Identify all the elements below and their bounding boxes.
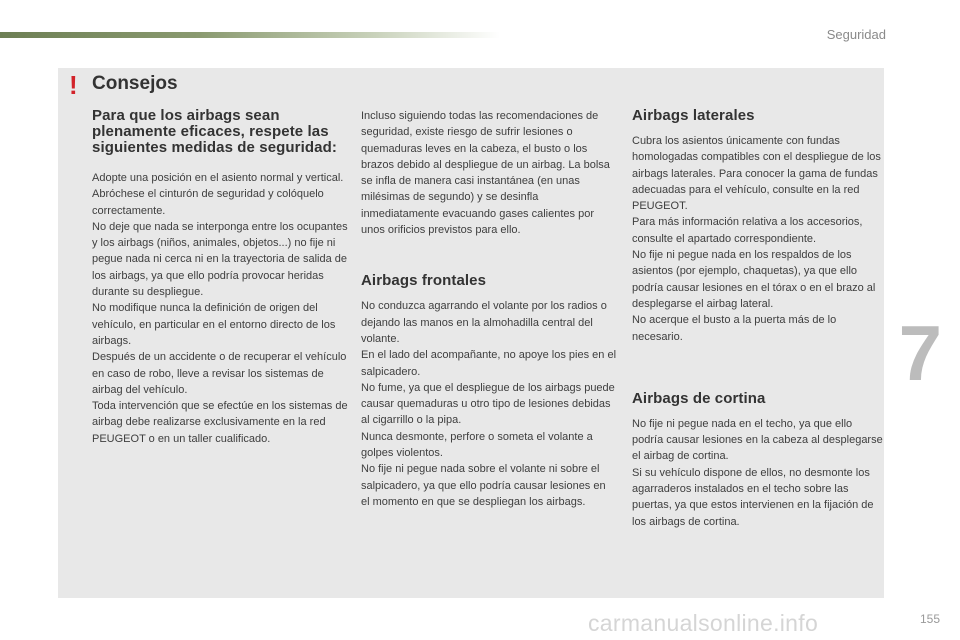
curtain-text: No fije ni pegue nada en el techo, ya que ello podría causar lesiones en la cabeza al desplegarse el airbag de cortina. Si su vehículo dispone de ellos, no desmonte los agarraderos instalados en el techo sobre las puertas, ya que estos intervienen en la fijación de los airbags de cortina. (632, 417, 883, 528)
frontal-text: No conduzca agarrando el volante por los radios o dejando las manos en la almohadilla central del volante. En el lado del acompañante, no apoye los pies en el salpicadero. No fume, ya que el despliegue de los airbags puede causar quemaduras u otro tipo de lesiones debidas al cigarrillo o la pipa. Nunca desmonte, perfore o someta el volante a golpes violentos. No fije ni pegue nada sobre el volante ni sobre el salpicadero, ya que ello podría causar lesiones en el momento en que se despliegan los airbags. (361, 300, 617, 508)
general-title: Para que los airbags sean plenamente eficaces, respete las siguientes medidas de seguridad: (92, 107, 337, 156)
advice-heading: Consejos (92, 73, 178, 94)
lateral-text: Cubra los asientos únicamente con fundas homologadas compatibles con el despliegue de los airbags laterales. Para conocer la gama de fundas adecuadas para el vehículo, consulte en la red PEUGEOT. Para más información relativa a los accesorios, consulte el apartado correspondiente. No fije ni pegue nada en los respaldos de los asientos (por ejemplo, chaquetas), ya que ello podría causar lesiones en el tórax o en el brazo al desplegarse el airbag lateral. No acerque el busto a la puerta más de lo necesario. (632, 135, 881, 343)
curtain-title: Airbags de cortina (632, 389, 766, 407)
lateral-title: Airbags laterales (632, 107, 755, 124)
page-number: 155 (919, 612, 940, 626)
intro-text: Incluso siguiendo todas las recomendaciones de seguridad, existe riesgo de sufrir lesiones o quemaduras leves en la cabeza, el busto o los brazos debido al despliegue de un airbag. La bolsa se infla de manera casi instantánea (en unas milésimas de segundo) y se desinfla inmediatamente evacuando gases calientes por unos orificios previstos para ello. (361, 110, 610, 237)
frontal-title: Airbags frontales (361, 272, 487, 290)
header-bar (0, 32, 500, 38)
section-title: Seguridad (826, 27, 886, 42)
watermark: carmanualsonline.info (588, 610, 819, 636)
column-general (92, 108, 348, 447)
column-lateral (632, 108, 884, 530)
chapter-number: 7 (898, 309, 942, 397)
general-text: Adopte una posición en el asiento normal y vertical. Abróchese el cinturón de seguridad y colóquelo correctamente. No deje que nada se interponga entre los ocupantes y los airbags (niños, animales, objetos...) no fije ni pegue nada ni cerca ni en la trayectoria de salida de los airbags, ya que ello podría provocar heridas durante su despliegue. No modifique nunca la definición de origen del vehículo, en particular en el entorno directo de los airbags. Después de un accidente o de recuperar el vehículo en caso de robo, lleve a revisar los sistemas de airbag del vehículo. Toda intervención que se efectúe en los sistemas de airbag debe realizarse exclusivamente en la red PEUGEOT o en un taller cualificado. (92, 172, 348, 445)
exclamation-icon: ! (69, 70, 78, 100)
column-frontal (361, 108, 617, 510)
